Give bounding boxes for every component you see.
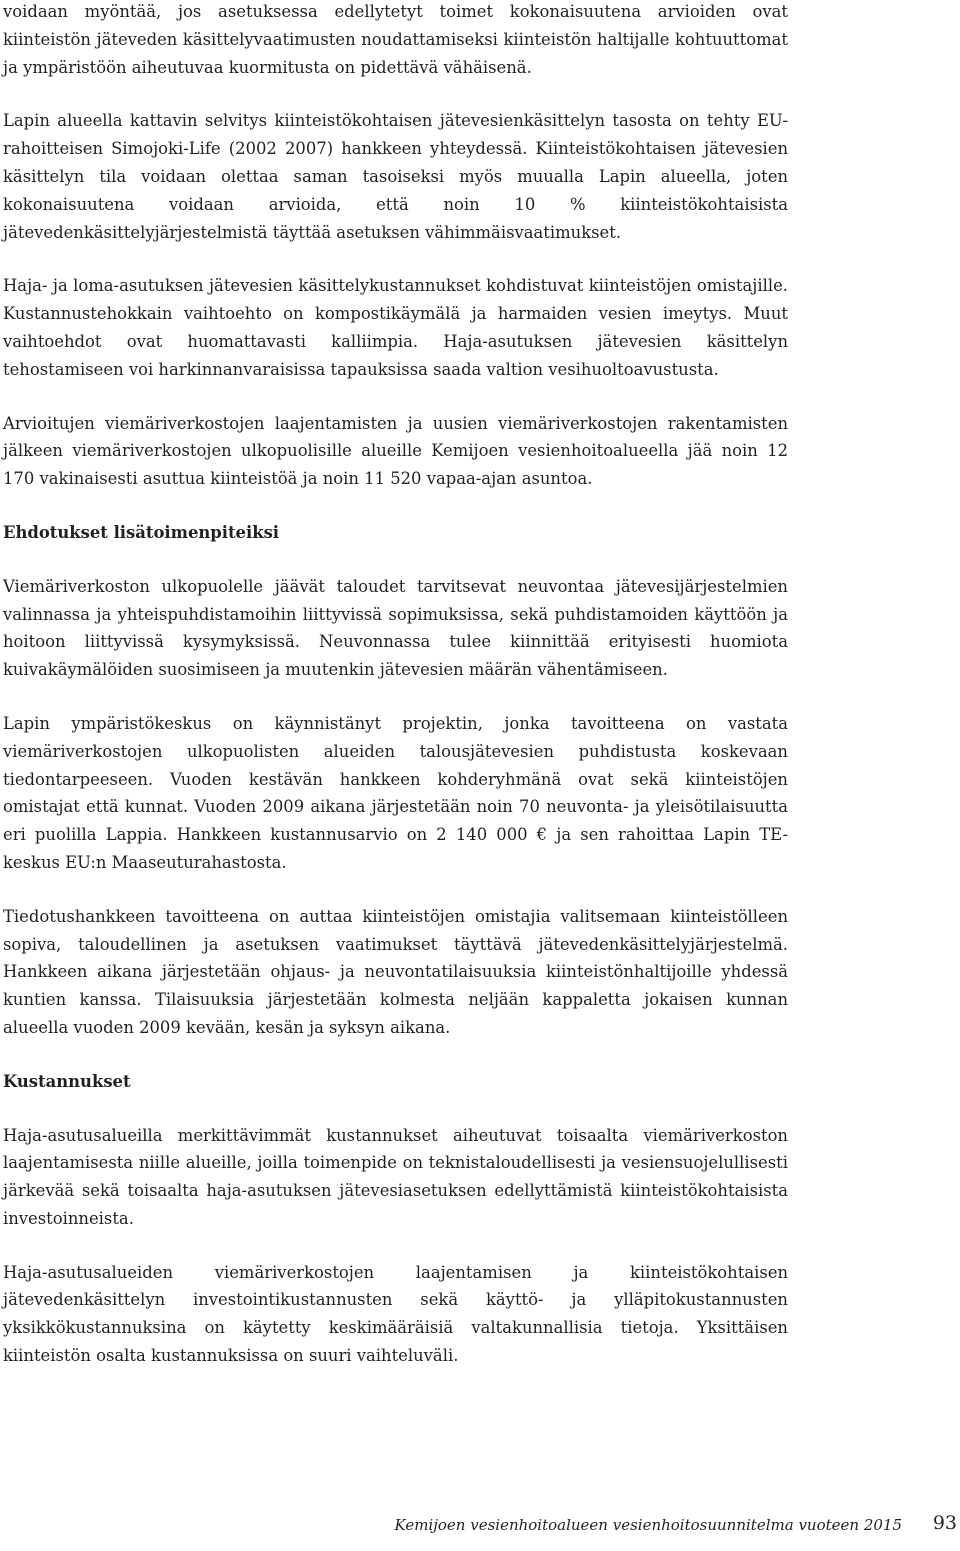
paragraph-5: Viemäriverkoston ulkopuolelle jäävät taloudet tarvitsevat neuvontaa jätevesijärjestelmien valinnassa ja yhteispuhdistamoihin liittyvissä sopimuksissa, sekä puhdistamoiden käyttöön ja hoitoon liittyvissä kysymyksissä. Neuvonnassa tulee kiinnittää erityisesti huomiota kuivakäymälöiden suosimiseen ja muutenkin jätevesien määrän vähentämiseen.: [3, 576, 788, 680]
document-page: [3, 0, 788, 1370]
paragraph-4: Arvioitujen viemäriverkostojen laajentamisten ja uusien viemäriverkostojen rakentamisten jälkeen viemäriverkostojen ulkopuolisille alueille Kemijoen vesienhoitoalueella jää noin 12 170 vakinaisesti asuttua kiinteistöä ja noin 11 520 vapaa-ajan asuntoa.: [3, 413, 788, 489]
paragraph-9: Haja-asutusalueiden viemäriverkostojen laajentamisen ja kiinteistökohtaisen jätevedenkäsittelyn investointikustannusten sekä käyttö- ja ylläpitokustannusten yksikkökustannuksina on käytetty keskimääräisiä valtakunnallisia tietoja. Yksittäisen kiinteistön osalta kustannuksissa on suuri vaihteluväli.: [3, 1262, 788, 1366]
paragraph-8: Haja-asutusalueilla merkittävimmät kustannukset aiheutuvat toisaalta viemäriverkoston laajentamisesta niille alueille, joilla toimenpide on teknistaloudellisesti ja vesiensuojelullisesti järkevää sekä toisaalta haja-asutuksen jätevesiasetuksen edellyttämistä kiinteistökohtaisista investoinneista.: [3, 1125, 788, 1228]
paragraph-6: Lapin ympäristökeskus on käynnistänyt projektin, jonka tavoitteena on vastata viemäriverkostojen ulkopuolisten alueiden talousjätevesien puhdistusta koskevaan tiedontarpeeseen. Vuoden kestävän hankkeen kohderyhmänä ovat sekä kiinteistöjen omistajat että kunnat. Vuoden 2009 aikana järjestetään noin 70 neuvonta- ja yleisötilaisuutta eri puolilla Lappia. Hankkeen kustannusarvio on 2 140 000 € ja sen rahoittaa Lapin TE-keskus EU:n Maaseuturahastosta.: [3, 713, 788, 872]
section-heading-kustannukset: Kustannukset: [3, 1071, 131, 1091]
paragraph-2: Lapin alueella kattavin selvitys kiinteistökohtaisen jätevesienkäsittelyn tasosta on tehty EU-rahoitteisen Simojoki-Life (2002 2007) hankkeen yhteydessä. Kiinteistökohtaisen jätevesien käsittelyn tila voidaan olettaa saman tasoiseksi myös muualla Lapin alueella, joten kokonaisuutena voidaan arvioida, että noin 10 % kiinteistökohtaisista jätevedenkäsittelyjärjestelmistä täyttää asetuksen vähimmäisvaatimukset.: [3, 111, 788, 242]
paragraph-3: Haja- ja loma-asutuksen jätevesien käsittelykustannukset kohdistuvat kiinteistöjen omistajille. Kustannustehokkain vaihtoehto on kompostikäymälä ja harmaiden vesien imeytys. Muut vaihtoehdot ovat huomattavasti kalliimpia. Haja-asutuksen jätevesien käsittelyn tehostamiseen voi harkinnanvaraisissa tapauksissa saada valtion vesihuoltoavustusta.: [3, 276, 788, 379]
footer-page-number: 93: [932, 1512, 957, 1534]
paragraph-7: Tiedotushankkeen tavoitteena on auttaa kiinteistöjen omistajia valitsemaan kiinteistölleen sopiva, taloudellinen ja asetuksen vaatimukset täyttävä jätevedenkäsittelyjärjestelmä. Hankkeen aikana järjestetään ohjaus- ja neuvontatilaisuuksia kiinteistönhaltijoille yhdessä kuntien kanssa. Tilaisuuksia järjestetään kolmesta neljään kappaletta jokaisen kunnan alueella vuoden 2009 kevään, kesän ja syksyn aikana.: [3, 906, 788, 1037]
page-footer: [0, 1514, 960, 1544]
paragraph-1: voidaan myöntää, jos asetuksessa edellytetyt toimet kokonaisuutena arvioiden ovat kiinteistön jäteveden käsittelyvaatimusten noudattamiseksi kiinteistön haltijalle kohtuuttomat ja ympäristöön aiheutuvaa kuormitusta on pidettävä vähäisenä.: [3, 2, 788, 77]
footer-document-title: Kemijoen vesienhoitoalueen vesienhoitosuunnitelma vuoteen 2015: [394, 1516, 902, 1534]
section-heading-ehdotukset: Ehdotukset lisätoimenpiteiksi: [3, 522, 280, 542]
